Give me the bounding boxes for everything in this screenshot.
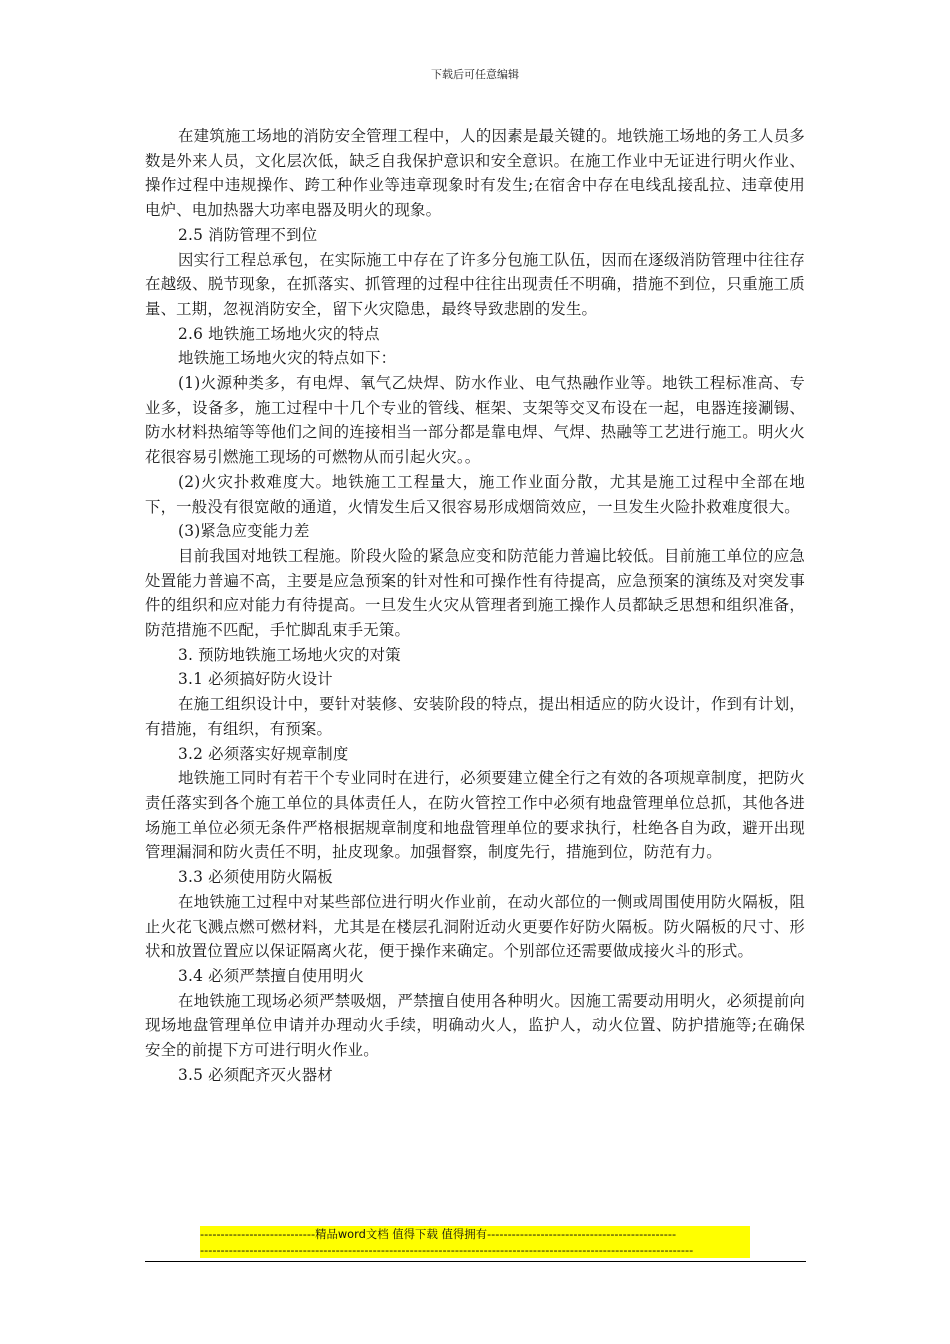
section-heading: 3.5 必须配齐灭火器材 (178, 1065, 333, 1084)
paragraph: 在地铁施工现场必须严禁吸烟，严禁擅自使用各种明火。因施工需要动用明火，必须提前向现场地盘管理单位申请并办理动火手续，明确动火人，监护人，动火位置、防护措施等;在确保安全的前提下方可进行明火作业。 (145, 991, 805, 1060)
paragraph: 目前我国对地铁工程施。阶段火险的紧急应变和防范能力普遍比较低。目前施工单位的应急处置能力普遍不高，主要是应急预案的针对性和可操作性有待提高，应急预案的演练及对突发事件的组织和应对能力有待提高。一旦发生火灾从管理者到施工操作人员都缺乏思想和组织准备，防范措施不匹配，手忙脚乱束手无策。 (145, 546, 805, 640)
footer-banner: ----------------------------精品word文档 值得下载 值得拥有---------------------------------------------- (200, 1226, 750, 1242)
paragraph: (1)火源种类多，有电焊、氧气乙炔焊、防水作业、电气热融作业等。地铁工程标准高、专业多，设备多，施工过程中十几个专业的管线、框架、支架等交叉布设在一起，电器连接涮锡、防水材料热缩等等他们之间的连接相当一部分都是靠电焊、气焊、热融等工艺进行施工。明火火花很容易引燃施工现场的可燃物从而引起火灾。。 (145, 374, 805, 467)
document-body (145, 124, 805, 1087)
paragraph: (3)紧急应变能力差 (178, 522, 310, 541)
section-heading: 2.6 地铁施工场地火灾的特点 (178, 324, 380, 343)
paragraph: 地铁施工场地火灾的特点如下： (178, 349, 397, 368)
paragraph: 在建筑施工场地的消防安全管理工程中，人的因素是最关键的。地铁施工场地的务工人员多数是外来人员，文化层次低，缺乏自我保护意识和安全意识。在施工作业中无证进行明火作业、操作过程中违规操作、跨工种作业等违章现象时有发生;在宿舍中存在电线乱接乱拉、违章使用电炉、电加热器大功率电器及明火的现象。 (145, 127, 805, 220)
paragraph: (2)火灾扑救难度大。地铁施工工程量大，施工作业面分散，尤其是施工过程中全部在地下，一般没有很宽敞的通道，火情发生后又很容易形成烟筒效应，一旦发生火险扑救难度很大。 (145, 472, 805, 516)
section-heading: 3.1 必须搞好防火设计 (178, 670, 333, 689)
section-heading: 3.4 必须严禁擅自使用明火 (178, 966, 365, 985)
section-heading: 3.2 必须落实好规章制度 (178, 744, 349, 763)
page-header: 下载后可任意编辑 (431, 68, 519, 81)
paragraph: 地铁施工同时有若干个专业同时在进行，必须要建立健全行之有效的各项规章制度，把防火责任落实到各个施工单位的具体责任人，在防火管控工作中必须有地盘管理单位总抓，其他各进场施工单位必须无条件严格根据规章制度和地盘管理单位的要求执行，杜绝各自为政，避开出现管理漏洞和防火责任不明，扯皮现象。加强督察，制度先行，措施到位，防范有力。 (145, 769, 805, 862)
paragraph: 因实行工程总承包，在实际施工中存在了许多分包施工队伍，因而在逐级消防管理中往往存在越级、脱节现象，在抓落实、抓管理的过程中往往出现责任不明确，措施不到位，只重施工质量、工期，忽视消防安全，留下火灾隐患，最终导致悲剧的发生。 (145, 250, 805, 318)
page-footer (200, 1226, 750, 1258)
paragraph: 在地铁施工过程中对某些部位进行明火作业前，在动火部位的一侧或周围使用防火隔板，阻止火花飞溅点燃可燃材料，尤其是在楼层孔洞附近动火更要作好防火隔板。防火隔板的尺寸、形状和放置位置应以保证隔离火花，便于操作来确定。个别部位还需要做成接火斗的形式。 (145, 892, 805, 961)
section-heading: 3.3 必须使用防火隔板 (178, 868, 333, 887)
footer-dash-line: ------------------------------------------------------------------------------------------------------------------------ (200, 1242, 750, 1258)
footer-divider (145, 1261, 806, 1262)
section-heading: 3. 预防地铁施工场地火灾的对策 (178, 645, 401, 664)
section-heading: 2.5 消防管理不到位 (178, 225, 318, 244)
paragraph: 在施工组织设计中，要针对装修、安装阶段的特点，提出相适应的防火设计，作到有计划，有措施，有组织，有预案。 (145, 695, 805, 738)
